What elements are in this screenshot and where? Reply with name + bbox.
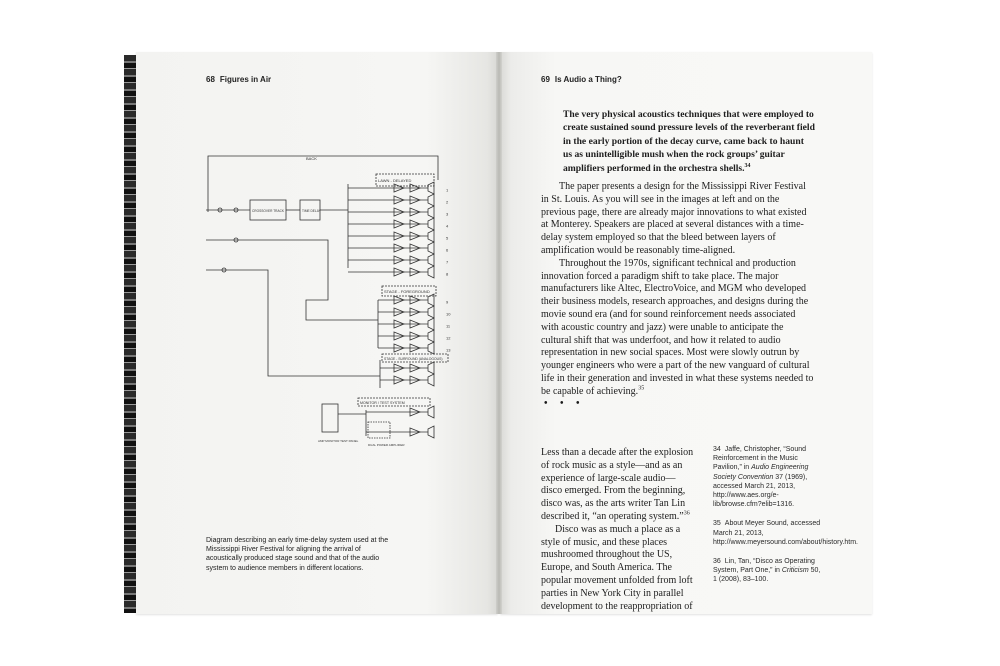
footnote-title: Criticism [781,567,809,575]
left-running-title: Figures in Air [219,75,272,84]
diagram-label-stage-foreground: STAGE - FOREGROUND [384,289,430,294]
footnote-number: 36 [713,558,721,566]
diagram-output-number: 4 [446,223,449,229]
paragraph-2-text: Throughout the 1970s, significant technical and production innovation forced a paradigm shift to take place. The major manufacturers like Altec, ElectroVoice, and MGM who developed their business models, research approaches, and designs during the movie sound era (and for sound reinforcement needs associated with acoustic country and jazz) were unable to anticipate the cultural shift that was underfoot, and how it related to audio representation in new social spaces. Most were slowly outrun by younger engineers who were a part of the new vanguard of cultural life in their generation and invested in what these systems needed to be capable of achieving. [541,257,814,397]
diagram-output-number: 11 [446,323,451,329]
left-page-number: 68 [206,75,215,84]
diagram-label-monitor: MONITOR / TEST SYSTEM [360,401,405,405]
time-delay-diagram [198,150,460,490]
right-running-title: Is Audio a Thing? [554,75,622,84]
diagram-output-number: 9 [446,299,449,305]
footnote-34 [713,445,825,509]
footnote-title: Audio Engineering Society Convention [713,464,809,481]
paragraph-2 [541,258,814,399]
main-paragraphs [541,181,814,399]
diagram-label-dual: DUAL POWER AMPLIFIER [368,443,405,447]
footnotes [713,445,858,595]
diagram-output-number: 13 [446,347,451,353]
diagram-output-number: 7 [446,259,449,265]
footnote-text: Lin, Tan, “Disco as Operating System, Part One,” in [713,558,815,575]
page-edges [124,55,136,613]
diagram-output-number: 10 [446,311,451,317]
footnote-36 [713,557,825,585]
figure-caption: Diagram describing an early time-delay system used at the Mississippi River Festival for aligning the arrival of acoustically produced stage sound and that of the audio system to audience members in different locations. [206,537,389,572]
footnote-number: 34 [713,446,721,453]
footnote-ref-34: 34 [744,162,751,169]
diagram-label-lawn: LAWN - DELAYED [378,178,412,183]
right-running-head [541,75,622,84]
section-break: • • • [544,398,585,409]
diagram-output-number: 3 [446,211,449,217]
diagram-output-number: 5 [446,235,449,241]
footnote-ref-36: 36 [683,510,690,517]
column-paragraph-2: Disco was as much a place as a style of music, and these places mushroomed throughout the US, Europe, and South America. The popular movement unfolded from loft parties in New York City in parallel development to the reappropriation of [541,523,693,612]
footnote-ref-35: 35 [638,385,645,392]
block-quote-text: The very physical acoustics techniques that were employed to create sustained sound pressure levels of the reverberant field in the early portion of the decay curve, came back to haunt us as unintelligible mush when the rock groups’ guitar amplifiers performed in the orchestra shells. [563,109,815,174]
book-gutter [496,52,502,614]
diagram-label-delay: TIME DELAY [302,209,321,213]
footnote-text-tail: 50, 1 (2008), 83–100. [713,567,821,584]
diagram-label-amp: AMP MONITOR TEST PANEL [318,439,359,443]
footnote-text-tail: 37 (1969), accessed March 21, 2013, http://www.aes.org/e-lib/browse.cfm?elib=1316. [713,473,808,509]
diagram-output-numbers [446,188,451,353]
diagram-label-crossover: CROSSOVER TRACK [252,209,284,213]
footnote-text: Jaffe, Christopher, “Sound Reinforcement in the Music Pavilion,” in [713,446,806,472]
block-quote [563,108,815,175]
column-paragraph-1-text: Less than a decade after the explosion of rock music as a style—and as an experience of large-scale audio—disco emerged. From the beginning, disco was, as the arts writer Tan Lin described it, “an operating system.” [541,447,694,522]
diagram-label-back: BACK [306,156,317,161]
diagram-output-number: 1 [446,187,449,193]
narrow-column [541,447,696,613]
footnote-number: 35 [713,520,721,528]
footnote-35 [713,519,858,547]
paragraph-1: The paper presents a design for the Mississippi River Festival in St. Louis. As you will see in the images at left and on the previous page, there are already major innovations to what existed at Monterey. Speakers are placed at several distances with a time-delay system employed so that the bleed between layers of amplification would be reasonably time-aligned. [541,181,807,256]
right-page-number: 69 [541,75,550,84]
diagram-output-number: 2 [446,199,449,205]
diagram-output-number: 12 [446,335,451,341]
footnote-text: About Meyer Sound, accessed March 21, 2013, http://www.meyersound.com/about/history.htm. [713,520,858,546]
left-running-head [206,75,271,84]
column-paragraph-1 [541,447,696,524]
diagram-output-number: 8 [446,271,449,277]
diagram-label-stage-surround: STAGE - SURROUND (ANALOGOUS) [384,357,443,361]
diagram-output-number: 6 [446,247,449,253]
